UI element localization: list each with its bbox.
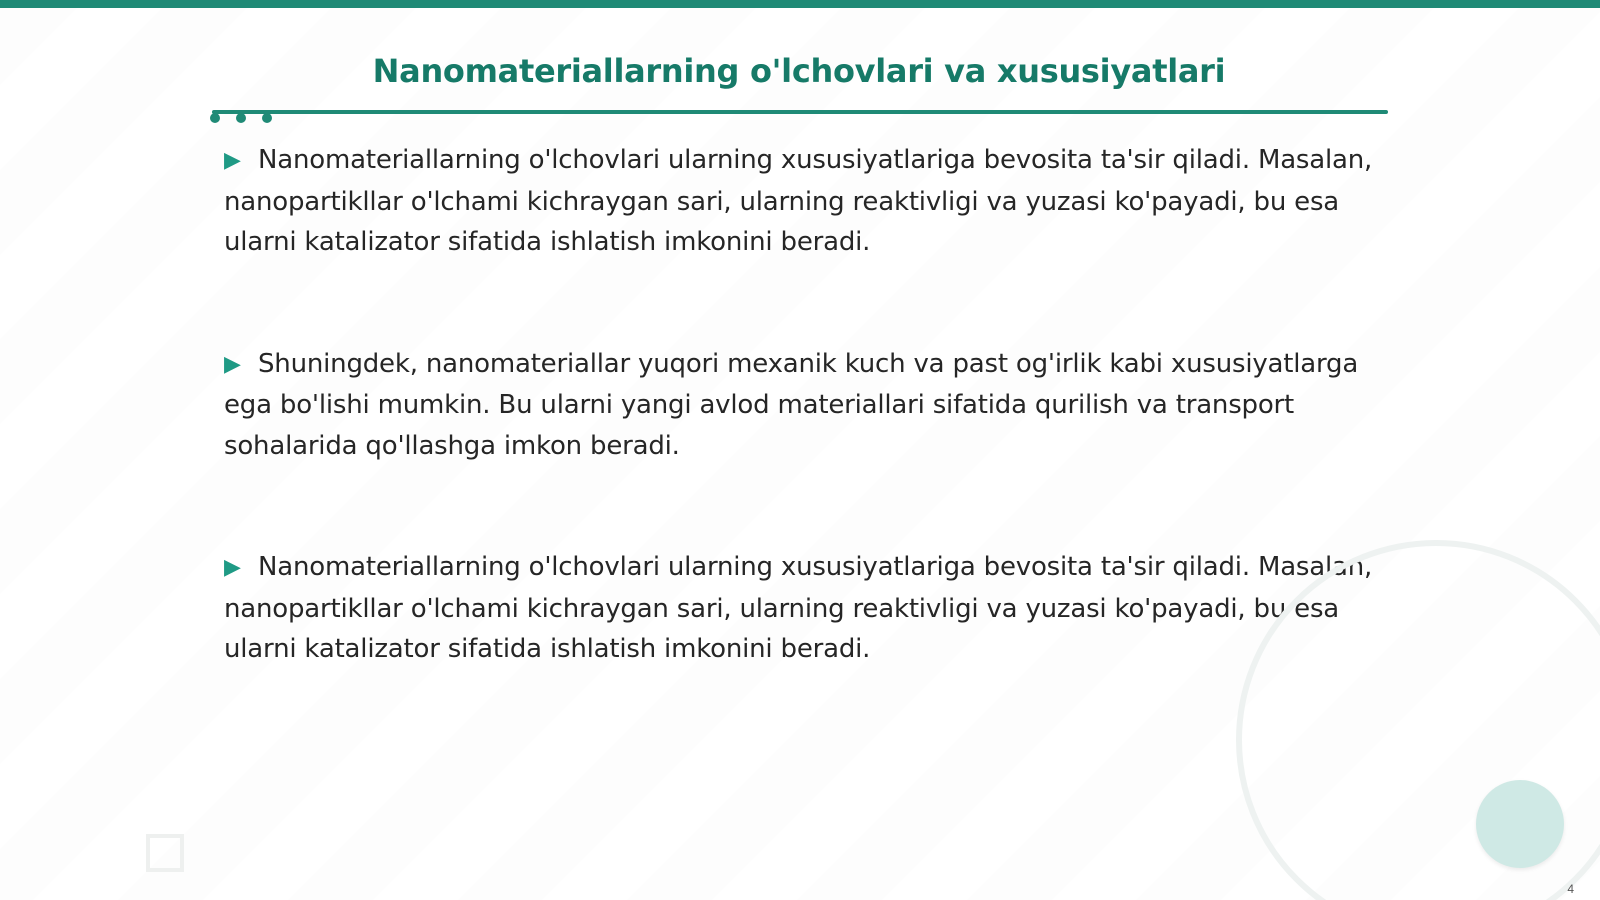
- bullet-paragraph-3: [224, 547, 1404, 670]
- page-number: 4: [1567, 882, 1574, 896]
- triangle-bullet-icon: ▶: [224, 351, 241, 377]
- title-underline: [212, 110, 1388, 114]
- paragraph-text: Nanomateriallarning o'lchovlari ularning xususiyatlariga bevosita ta'sir qiladi. Masalan, nanopartikllar o'lchami kichraygan sari, ularning reaktivligi va yuzasi ko'payadi, bu esa ularni katalizator sifatida ishlatish imkonini beradi.: [224, 552, 1373, 664]
- slide-title: Nanomateriallarning o'lchovlari va xususiyatlari: [372, 52, 1226, 90]
- decor-dot-3: [262, 113, 272, 123]
- paragraph-text: Nanomateriallarning o'lchovlari ularning xususiyatlariga bevosita ta'sir qiladi. Masalan, nanopartikllar o'lchami kichraygan sari, ularning reaktivligi va yuzasi ko'payadi, bu esa ularni katalizator sifatida ishlatish imkonini beradi.: [224, 145, 1373, 257]
- decor-square-outline: [146, 834, 184, 872]
- bullet-paragraph-2: [224, 344, 1404, 467]
- decor-dot-1: [210, 113, 220, 123]
- decor-circle-filled: [1476, 780, 1564, 868]
- triangle-bullet-icon: ▶: [224, 555, 241, 580]
- triangle-bullet-icon: ▶: [224, 148, 241, 173]
- decor-dot-2: [236, 113, 246, 123]
- top-accent-bar: [0, 0, 1600, 8]
- slide-body: [224, 140, 1404, 751]
- bullet-paragraph-1: [224, 140, 1404, 263]
- paragraph-text: Shuningdek, nanomateriallar yuqori mexanik kuch va past og'irlik kabi xususiyatlarga ega bo'lishi mumkin. Bu ularni yangi avlod materiallari sifatida qurilish va transport sohalarida qo'llashga imkon beradi.: [224, 348, 1359, 461]
